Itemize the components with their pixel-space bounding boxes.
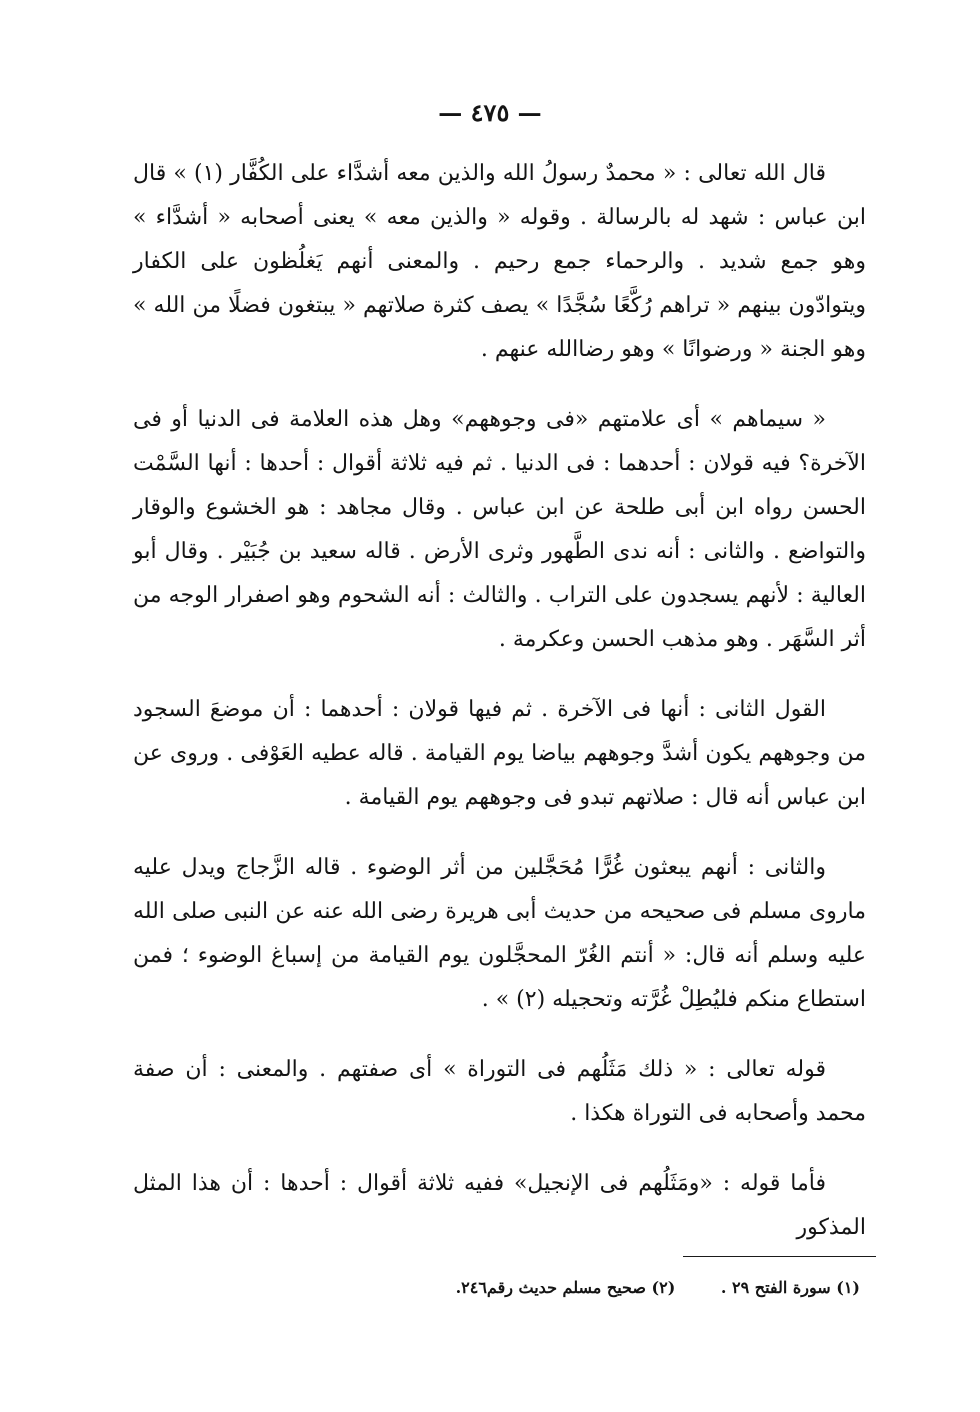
- paragraph-1: قال الله تعالى : « محمدٌ رسولُ الله والذين معه أشدَّاء على الكُفَّار (١) » قال ابن عباس : شهد له بالرسالة . وقوله « والذين معه » يعنى أصحابه « أشدَّاء » وهو جمع شديد . والرحماء جمع رحيم . والمعنى أنهم يَغلُظون على الكفار ويتوادّون بينهم « تراهم رُكَّعًا سُجَّدًا » يصف كثرة صلاتهم « يبتغون فضلًا من الله » وهو الجنة « ورضوانًا » وهو رضاالله عنهم .: [133, 161, 866, 362]
- paragraph-4: والثانى : أنهم يبعثون غُرًّا مُحَجَّلين من أثر الوضوء . قاله الزَّجاج ويدل عليه ماروى مسلم فى صحيحه من حديث أبى هريرة رضى الله عنه عن النبى صلى الله عليه وسلم أنه قال: « أنتم الغُرّ المحجَّلون يوم القيامة من إسباغ الوضوء ؛ فمن استطاع منكم فليُطِلْ غُرَّته وتحجيله (٢) » .: [133, 855, 866, 1012]
- footnote-2: (٢) صحيح مسلم حديث رقم٢٤٦.: [455, 1278, 676, 1297]
- main-text: [133, 152, 866, 1250]
- paragraph-2: « سيماهم » أى علامتهم «فى وجوههم» وهل هذه العلامة فى الدنيا أو فى الآخرة؟ فيه قولان : أحدهما : فى الدنيا . ثم فيه ثلاثة أقوال : أحدها : أنها السَّمْت الحسن رواه ابن أبى طلحة عن ابن عباس . وقال مجاهد : هو الخشوع والوقار والتواضع . والثانى : أنه ندى الطَّهور وثرى الأرض . قاله سعيد بن جُبَيْر . وقال أبو العالية : لأنهم يسجدون على التراب . والثالث : أنه الشحوم وهو اصفرار الوجه من أثر السَّهَر . وهو مذهب الحسن وعكرمة .: [133, 407, 866, 652]
- paragraph-5: قوله تعالى : « ذلك مَثَلُهم فى التوراة » أى صفتهم . والمعنى : أن صفة محمد وأصحابه فى التوراة هكذا .: [133, 1057, 866, 1126]
- page-number: — ٤٧٥ —: [438, 98, 542, 127]
- paragraph-6: فأما قوله : «ومَثَلُهم فى الإنجيل» ففيه ثلاثة أقوال : أحدها : أن هذا المثل المذكور: [133, 1171, 866, 1240]
- footnotes: [380, 1276, 860, 1300]
- footnote-1: (١) سورة الفتح ٢٩ .: [720, 1278, 860, 1297]
- paragraph-3: القول الثانى : أنها فى الآخرة . ثم فيها قولان : أحدهما : أن موضعَ السجود من وجوههم يكون أشدَّ وجوههم بياضا يوم القيامة . قاله عطيه العَوْفى . وروى عن ابن عباس أنه قال : صلاتهم تبدو فى وجوههم يوم القيامة .: [133, 697, 866, 810]
- footnote-divider: [683, 1256, 876, 1257]
